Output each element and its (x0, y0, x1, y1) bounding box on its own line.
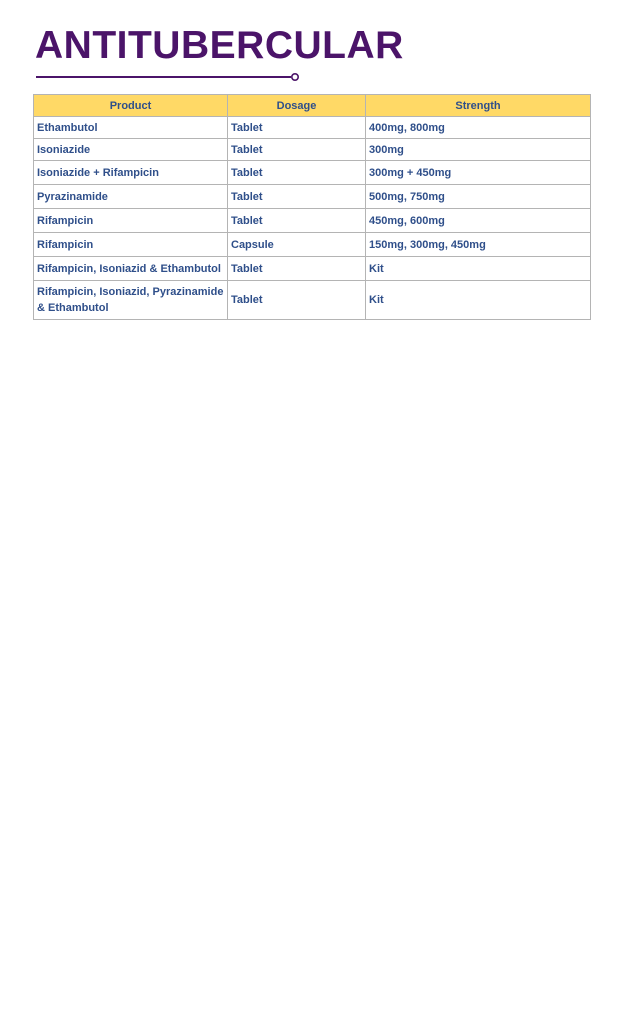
cell-product: Isoniazide + Rifampicin (34, 161, 228, 185)
cell-strength: 450mg, 600mg (366, 209, 591, 233)
cell-strength: 300mg (366, 139, 591, 161)
table-row (34, 117, 591, 139)
cell-product: Pyrazinamide (34, 185, 228, 209)
header-dosage: Dosage (228, 95, 366, 117)
table-row (34, 185, 591, 209)
cell-dosage: Tablet (228, 161, 366, 185)
table-row (34, 161, 591, 185)
cell-product: Rifampicin, Isoniazid & Ethambutol (34, 257, 228, 281)
cell-strength: Kit (366, 257, 591, 281)
cell-strength: 500mg, 750mg (366, 185, 591, 209)
cell-product: Rifampicin, Isoniazid, Pyrazinamide & Ethambutol (34, 281, 228, 320)
table-row (34, 209, 591, 233)
cell-product: Rifampicin (34, 233, 228, 257)
page-title: ANTITUBERCULAR (35, 24, 404, 67)
table-header-row (34, 95, 591, 117)
header-strength: Strength (366, 95, 591, 117)
header-product: Product (34, 95, 228, 117)
cell-dosage: Tablet (228, 139, 366, 161)
cell-dosage: Tablet (228, 209, 366, 233)
table-row (34, 281, 591, 320)
cell-dosage: Tablet (228, 257, 366, 281)
cell-product: Rifampicin (34, 209, 228, 233)
title-underline (36, 71, 302, 83)
cell-dosage: Tablet (228, 185, 366, 209)
table-row (34, 257, 591, 281)
cell-strength: 300mg + 450mg (366, 161, 591, 185)
table-row (34, 233, 591, 257)
table-row (34, 139, 591, 161)
cell-product: Isoniazide (34, 139, 228, 161)
cell-strength: 400mg, 800mg (366, 117, 591, 139)
cell-product: Ethambutol (34, 117, 228, 139)
product-table (33, 94, 591, 320)
underline-end-dot (292, 74, 298, 80)
cell-strength: 150mg, 300mg, 450mg (366, 233, 591, 257)
cell-dosage: Tablet (228, 117, 366, 139)
cell-strength: Kit (366, 281, 591, 320)
cell-dosage: Capsule (228, 233, 366, 257)
cell-dosage: Tablet (228, 281, 366, 320)
